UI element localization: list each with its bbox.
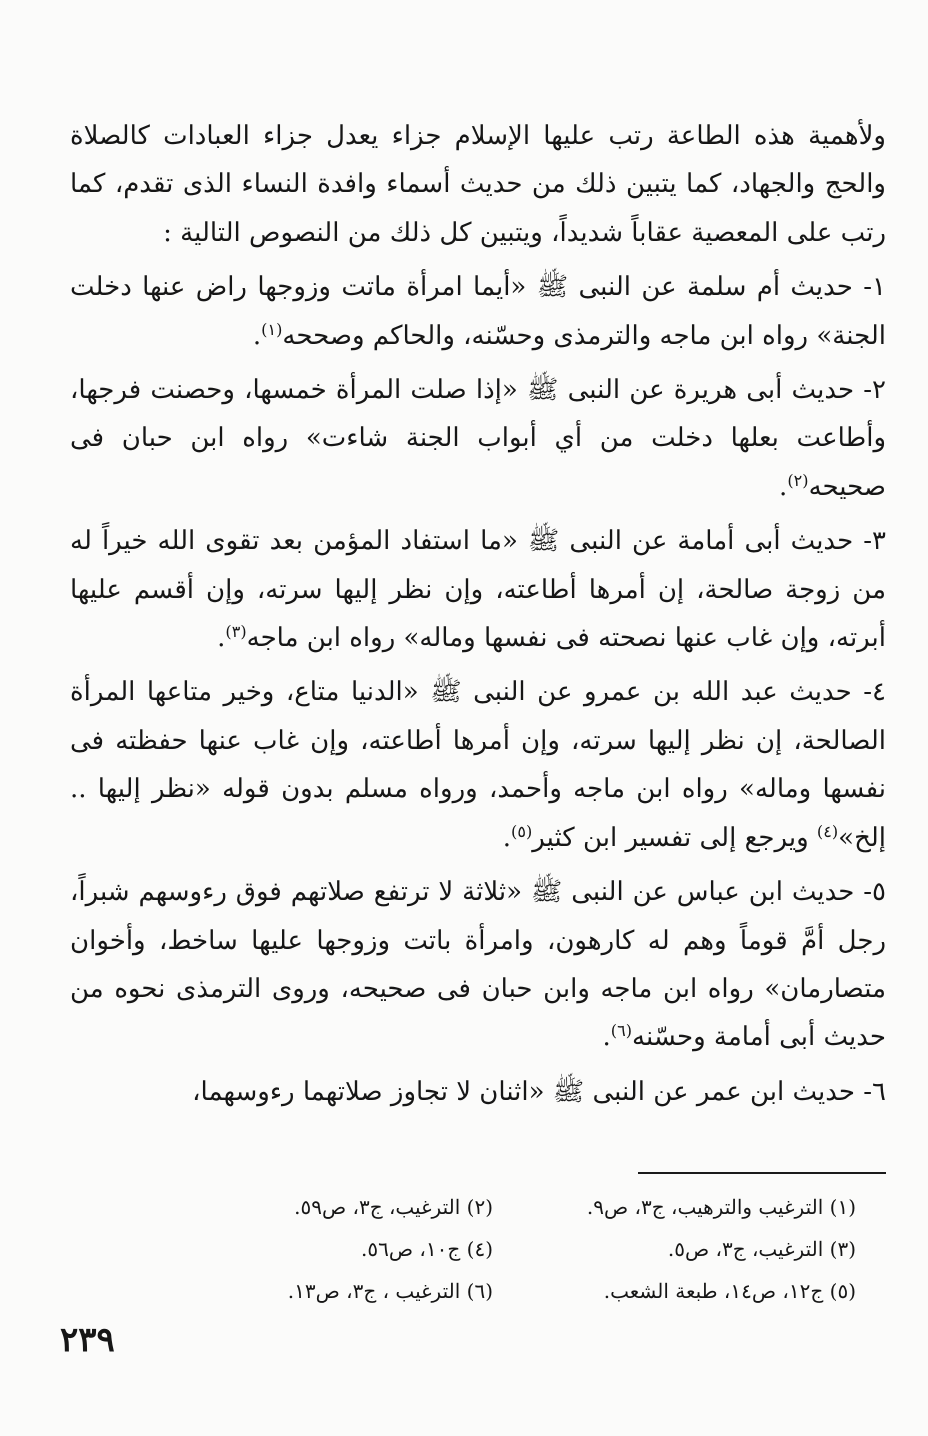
intro-paragraph: ولأهمية هذه الطاعة رتب عليها الإسلام جزاء يعدل جزاء العبادات كالصلاة والحج والجهاد، كما يتبين ذلك من حديث أسماء وافدة النساء الذى تقدم، كما رتب على المعصية عقاباً شديداً، ويتبين كل ذلك من النصوص التالية :: [70, 121, 886, 248]
footnote-separator: [638, 1172, 886, 1174]
body-text: [70, 112, 886, 1116]
hadith-2: ٢- حديث أبى هريرة عن النبى ﷺ «إذا صلت المرأة خمسها، وحصنت فرجها، وأطاعت بعلها دخلت من أي أبواب الجنة شاءت» رواه ابن حبان فى صحيحه$^{(٢)}$.: [70, 375, 886, 502]
footnote-6: (٦) الترغيب ، ج٣، ص١٣.: [287, 1279, 493, 1303]
footnote-ref-6[interactable]: (٦): [610, 1021, 633, 1041]
footnote-5: (٥) ج١٢، ص١٤، طبعة الشعب.: [603, 1279, 856, 1303]
page-number: ٢٣٩: [60, 1320, 115, 1360]
footnote-4: (٤) ج١٠، ص٥٦.: [361, 1237, 493, 1261]
footnote-ref-3[interactable]: (٣): [225, 622, 247, 642]
footnote-3: (٣) الترغيب، ج٣، ص٥.: [667, 1237, 856, 1261]
footnote-ref-2[interactable]: (٢): [787, 470, 809, 490]
hadith-6: ٦- حديث ابن عمر عن النبى ﷺ «اثنان لا تجاوز صلاتهما رءوسهما،: [192, 1076, 886, 1107]
footnote-ref-4[interactable]: (٤): [816, 821, 839, 841]
footnotes: [170, 1186, 856, 1312]
footnote-ref-5[interactable]: (٥): [511, 821, 533, 841]
hadith-3: ٣- حديث أبى أمامة عن النبى ﷺ «ما استفاد المؤمن بعد تقوى الله خيراً له من زوجة صالحة، إن أمرها أطاعته، وإن نظر إليها سرته، وإن أقسم عليها أبرته، وإن غاب عنها نصحته فى نفسها وماله» رواه ابن ماجه$^{(٣)}$.: [70, 526, 886, 654]
footnote-1: (١) الترغيب والترهيب، ج٣، ص٩.: [586, 1195, 856, 1219]
footnote-2: (٢) الترغيب، ج٣، ص٥٩.: [294, 1195, 493, 1219]
footnote-ref-1[interactable]: (١): [261, 319, 283, 339]
hadith-1: ١- حديث أم سلمة عن النبى ﷺ «أيما امرأة ماتت وزوجها راض عنها دخلت الجنة» رواه ابن ماجه والترمذى وحسّنه، والحاكم وصححه$^{(١)}$.: [70, 272, 886, 351]
hadith-5: ٥- حديث ابن عباس عن النبى ﷺ «ثلاثة لا ترتفع صلاتهم فوق رءوسهم شبراً، رجل أمَّ قوماً وهم له كارهون، وامرأة باتت وزوجها عليها ساخط، وأخوان متصارمان» رواه ابن ماجه وابن حبان فى صحيحه، وروى الترمذى نحوه من حديث أبى أمامة وحسّنه$^{(٦)}$.: [70, 877, 886, 1053]
hadith-4: ٤- حديث عبد الله بن عمرو عن النبى ﷺ «الدنيا متاع، وخير متاعها المرأة الصالحة، إن نظر إليها سرته، وإن أمرها أطاعته، وإن غاب عنها حفظته فى نفسها وماله» رواه ابن ماجه وأحمد، ورواه مسلم بدون قوله «نظر إليها .. إلخ»$^{(٤)}$ ويرجع إلى تفسير ابن كثير$^{(٥)}$.: [70, 677, 886, 853]
